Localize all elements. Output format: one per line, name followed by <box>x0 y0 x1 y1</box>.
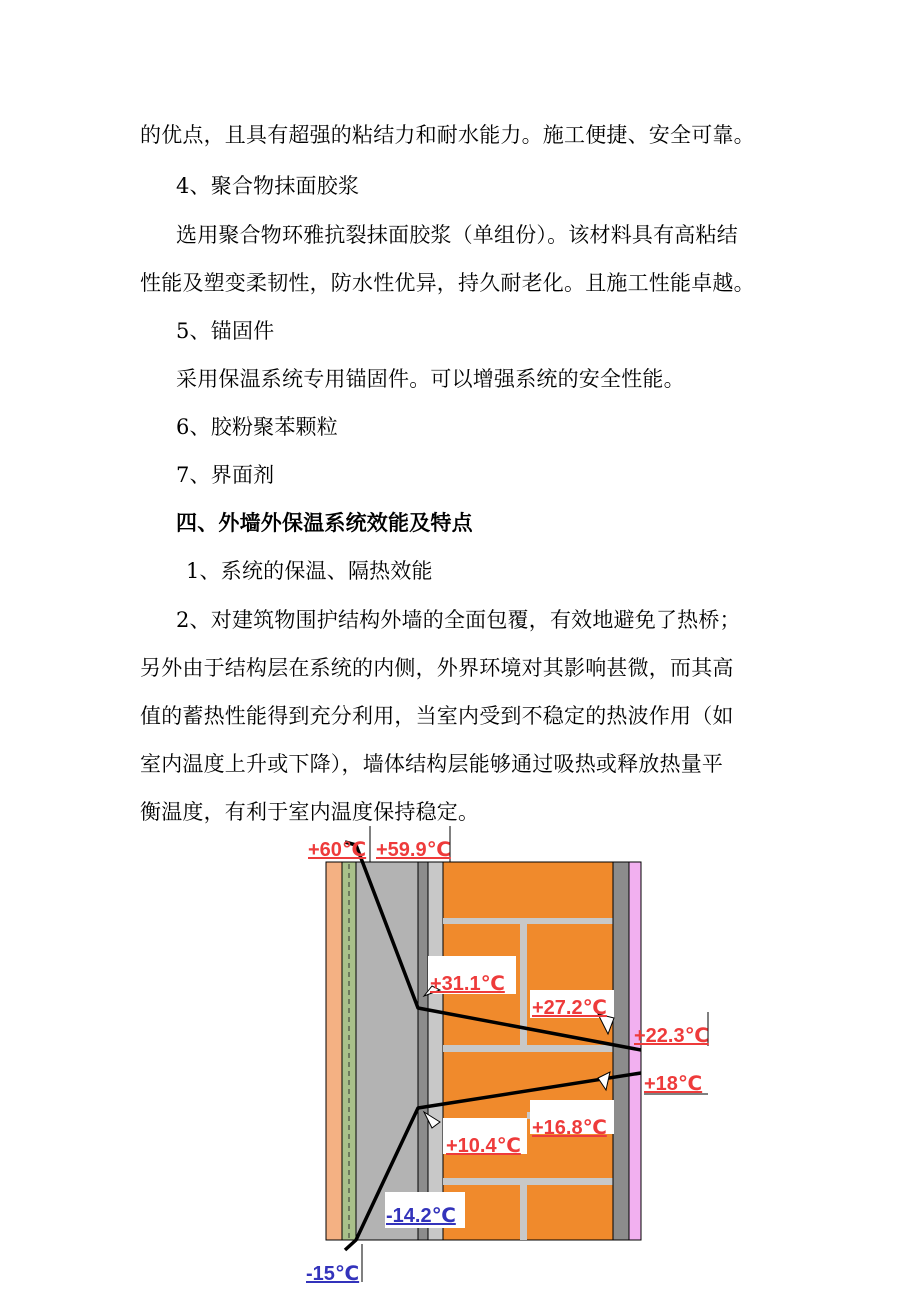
temp-label-interface-winter: +10.4℃ <box>446 1135 521 1157</box>
paragraph-line: 另外由于结构层在系统的内侧，外界环境对其影响甚微，而其高 <box>140 656 734 680</box>
render-layer <box>428 862 443 1240</box>
paragraph-line: 2、对建筑物围护结构外墙的全面包覆，有效地避免了热桥； <box>176 608 741 632</box>
section-heading: 4、聚合物抹面胶浆 <box>176 174 360 198</box>
paragraph-line: 的优点，且具有超强的粘结力和耐水能力。施工便捷、安全可靠。 <box>140 123 755 147</box>
section-heading: 5、锚固件 <box>176 319 275 343</box>
paragraph-line: 性能及塑变柔韧性，防水性优异，持久耐老化。且施工性能卓越。 <box>140 271 755 295</box>
temp-label-outer-summer: +60℃ <box>308 839 367 861</box>
temp-label-indoor-summer: +22.3℃ <box>634 1025 709 1047</box>
finish-layer <box>326 862 342 1240</box>
inner-plaster-layer <box>613 862 629 1240</box>
temp-label-brick-winter: +16.8℃ <box>532 1117 607 1139</box>
paragraph-line: 选用聚合物环雅抗裂抹面胶浆（单组份）。该材料具有高粘结 <box>176 223 738 247</box>
insulation-layer <box>356 862 418 1240</box>
brick-wall <box>443 862 613 1240</box>
section-heading: 1、系统的保温、隔热效能 <box>186 559 433 583</box>
wall-temperature-diagram <box>300 826 740 1296</box>
paragraph-line: 采用保温系统专用锚固件。可以增强系统的安全性能。 <box>176 367 685 391</box>
temp-label-insulation-summer: +59.9℃ <box>376 839 451 861</box>
temp-label-insulation-winter: -14.2℃ <box>386 1205 456 1227</box>
paragraph-line: 室内温度上升或下降），墙体结构层能够通过吸热或释放热量平 <box>140 752 724 776</box>
chapter-heading: 四、外墙外保温系统效能及特点 <box>176 511 473 535</box>
temp-label-outer-winter: -15℃ <box>306 1263 360 1285</box>
paragraph-line: 值的蓄热性能得到充分利用，当室内受到不稳定的热波作用（如 <box>140 704 734 728</box>
section-heading: 7、界面剂 <box>176 463 275 487</box>
temp-label-interface-summer: +31.1℃ <box>430 973 505 995</box>
interface-layer <box>418 862 428 1240</box>
paragraph-line: 衡温度，有利于室内温度保持稳定。 <box>140 800 480 824</box>
section-heading: 6、胶粉聚苯颗粒 <box>176 415 338 439</box>
temp-label-brick-summer: +27.2℃ <box>532 997 607 1019</box>
temp-label-indoor-winter: +18℃ <box>644 1073 703 1095</box>
